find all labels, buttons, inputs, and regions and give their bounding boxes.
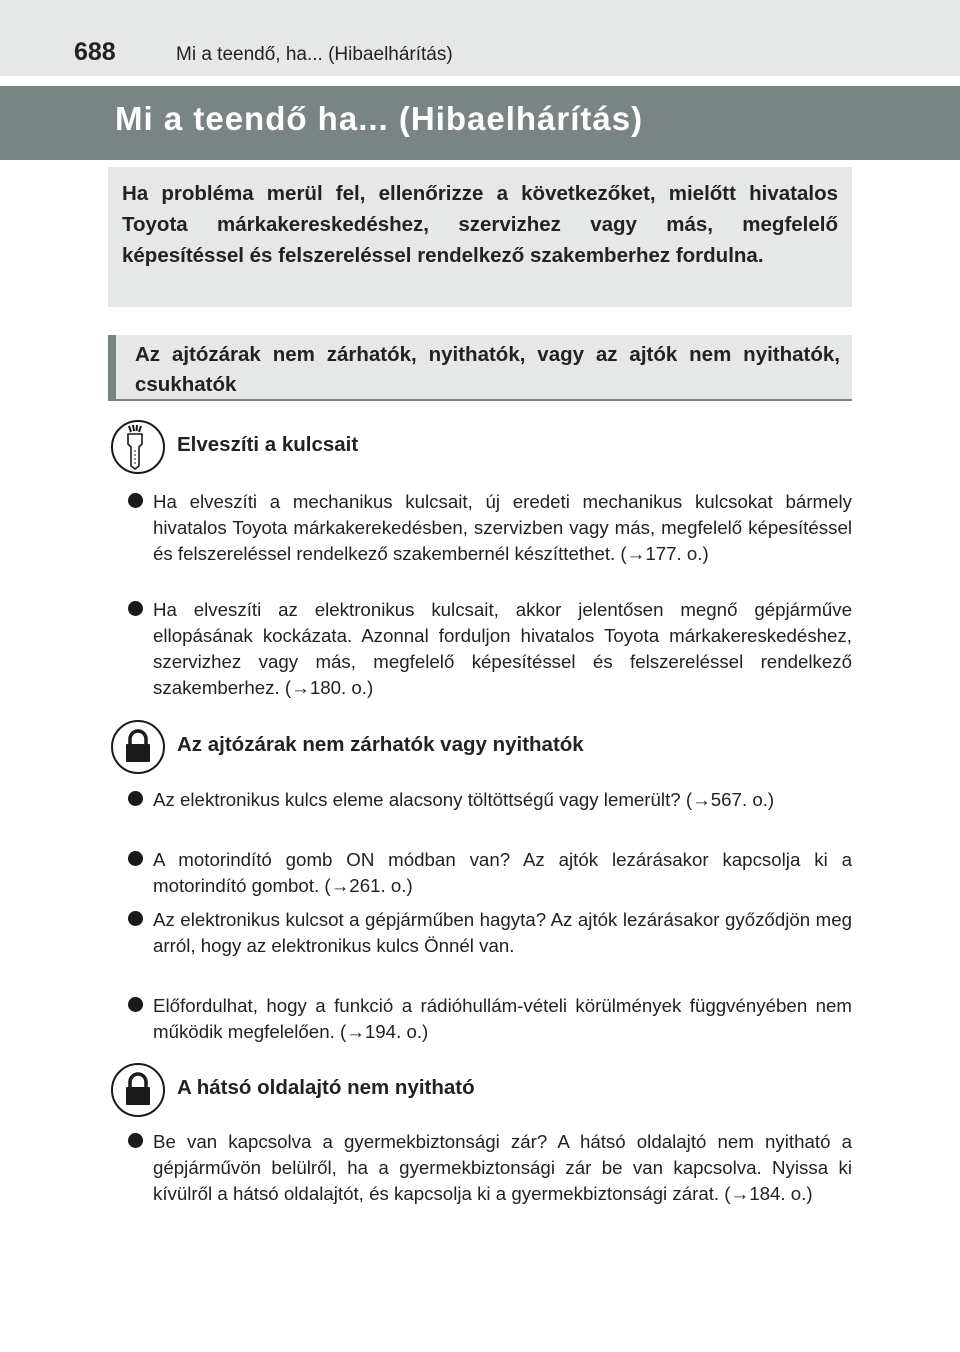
list-item-text: Az elektronikus kulcsot a gépjárműben hagyta? Az ajtók lezárásakor győződjön meg arról, hogy az elektronikus kulcs Önnél van. — [153, 909, 852, 956]
list-item — [128, 787, 852, 813]
list-item — [128, 993, 852, 1045]
intro-text: Ha probléma merül fel, ellenőrizze a következőket, mielőtt hivatalos Toyota márkakereskedéshez, szervizhez vagy más, megfelelő képesítéssel és felszereléssel rendelkező szakemberhez fordulna. — [122, 182, 838, 267]
page-title: Mi a teendő ha... (Hibaelhárítás) — [115, 100, 644, 137]
list-item-text: Előfordulhat, hogy a funkció a rádióhullám-vételi körülmények függvényében nem működik megfelelően. (→194. o.) — [153, 995, 852, 1042]
lock-icon — [111, 720, 165, 774]
list-item — [128, 489, 852, 567]
lock-icon — [111, 1063, 165, 1117]
bullet-dot — [128, 911, 143, 926]
list-item-text: A motorindító gomb ON módban van? Az ajtók lezárásakor kapcsolja ki a motorindító gombot. (→261. o.) — [153, 849, 852, 896]
section-heading-box — [108, 335, 852, 401]
subsection-heading: Az ajtózárak nem zárhatók vagy nyithatók — [177, 733, 584, 756]
running-title: Mi a teendő, ha... (Hibaelhárítás) — [176, 44, 453, 65]
list-item — [128, 1129, 852, 1207]
list-item — [128, 847, 852, 899]
bullet-dot — [128, 493, 143, 508]
bullet-dot — [128, 997, 143, 1012]
subsection-heading: A hátsó oldalajtó nem nyitható — [177, 1076, 475, 1099]
subsection-heading: Elveszíti a kulcsait — [177, 433, 359, 456]
list-item-text: Az elektronikus kulcs eleme alacsony töltöttségű vagy lemerült? (→567. o.) — [153, 789, 775, 810]
list-item — [128, 597, 852, 701]
key-icon — [111, 420, 165, 474]
intro-box — [108, 167, 852, 307]
list-item-text: Ha elveszíti az elektronikus kulcsait, akkor jelentősen megnő gépjárműve ellopásának kockázata. Azonnal forduljon hivatalos Toyota márkakereskedéshez, szervizhez vagy más, megfelelő képesítéssel és felszereléssel rendelkező szakemberhez. (→180. o.) — [153, 599, 852, 698]
bullet-dot — [128, 601, 143, 616]
list-item — [128, 907, 852, 959]
list-item-text: Ha elveszíti a mechanikus kulcsait, új eredeti mechanikus kulcsokat bármely hivatalos Toyota márkakerekedésben, szervizben vagy más, megfelelő képesítéssel és felszereléssel rendelkező szakembernél készíttethet. (→177. o.) — [153, 491, 852, 564]
list-item-text: Be van kapcsolva a gyermekbiztonsági zár? A hátsó oldalajtó nem nyitható a gépjárművön belülről, ha a gyermekbiztonsági zár be van kapcsolva. Nyissa ki kívülről a hátsó oldalajtót, és kapcsolja ki a gyermekbiztonsági zárat. (→184. o.) — [153, 1131, 852, 1204]
bullet-dot — [128, 791, 143, 806]
bullet-dot — [128, 851, 143, 866]
page-number: 688 — [74, 38, 116, 66]
section-heading: Az ajtózárak nem zárhatók, nyithatók, vagy az ajtók nem nyithatók, csukhatók — [135, 343, 840, 396]
bullet-dot — [128, 1133, 143, 1148]
header-bar — [0, 0, 960, 76]
